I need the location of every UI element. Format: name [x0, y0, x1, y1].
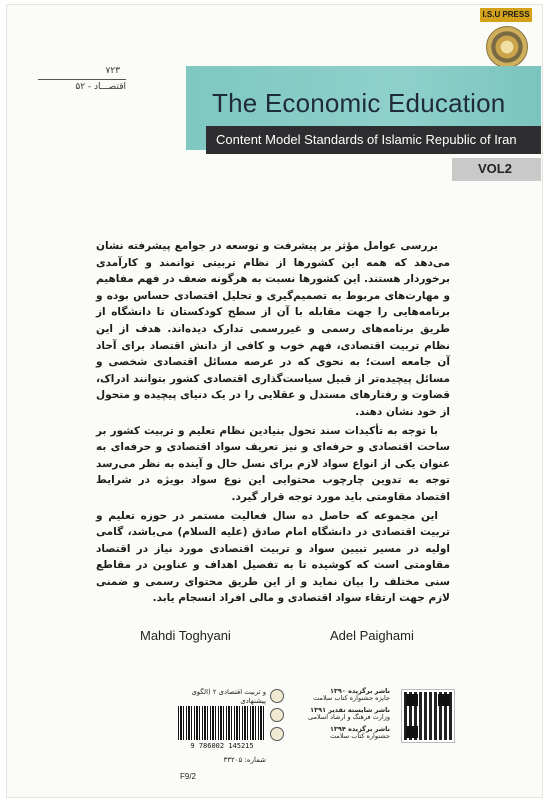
award-title: ناشر برگزیده ۱۳۹۰	[329, 687, 390, 695]
blurb-paragraph: بررسی عوامل مؤثر بر پیشرفت و توسعه در جوامع پیشرفته نشان می‌دهد که همه این کشورها از نظام تربیتی توانمند و کارآمدی برخوردار هستند. این کشورها نسبت به هرگونه ضعف در فهم مفاهیم و مهارت‌های مربوط به تصمیم‌گیری و تحلیل اقتصادی حساس بوده و برنامه‌هایی را جهت مقابله با آن از سطح کودکستان تا دانشگاه از طریق برنامه‌های رسمی و غیررسمی تدارک دیده‌اند. هدف از این نظام تربیت اقتصادی، فهم خوب و کافی از دانش اقتصاد برای آحاد آن جامعه است؛ به نحوی که در عرصه مسائل اقتصادی شخصی و مسائل پیچیده‌تر از قبیل سیاست‌گذاری اقتصادی کشور بتوانند ادراک، قضاوت و رفتارهای مستدل و عقلایی را در یک دنیای پیچیده و متحول از خود نشان دهند.	[96, 240, 450, 418]
emblem-icon	[270, 708, 284, 722]
barcode-icon	[178, 706, 266, 740]
volume-label: VOL2	[478, 161, 512, 176]
emblem-icon	[270, 689, 284, 703]
blurb-paragraph: با توجه به تأکیدات سند تحول بنیادین نظام تعلیم و تربیت کشور بر ساحت اقتصادی و حرفه‌ای و نیز تعریف سواد اقتصادی و حرفه‌ای به عنوان یکی از انواع سواد لازم برای نسل حال و آینده به نظر می‌رسد توجه به تدوین چارچوب محتوایی این نوع سواد بویژه در شرایط اقتصاد مقاومتی باید مورد توجه قرار گیرد.	[96, 424, 450, 503]
award-title: ناشر برگزیده ۱۳۹۴	[329, 725, 390, 733]
award-badges	[270, 688, 390, 745]
catalog-number: ۷۲۳	[105, 66, 120, 76]
f-code: F9/2	[180, 772, 197, 781]
divider	[38, 79, 126, 80]
award-badge	[270, 726, 390, 741]
blurb-text	[96, 238, 450, 607]
author-name: Adel Paighami	[330, 628, 414, 643]
award-subtitle: جشنواره کتاب سلامت	[330, 732, 390, 740]
book-title-line: و تربیت اقتصادی ۲ (الگوی پیشنهادی	[191, 688, 266, 705]
qr-code-icon	[402, 690, 454, 742]
catalog-subject: اقتصـــاد - ۵۲	[75, 82, 126, 92]
publisher-logo	[480, 8, 532, 74]
book-title: The Economic Education	[212, 88, 506, 118]
award-title: ناشر شایسته تقدیر ۱۳۹۱	[310, 706, 390, 714]
award-subtitle: جایزه جشنواره کتاب سلامت	[313, 694, 390, 702]
award-subtitle: وزارت فرهنگ و ارشاد اسلامی	[308, 713, 390, 721]
seal-icon	[486, 26, 528, 68]
blurb-paragraph: این مجموعه که حاصل ده سال فعالیت مستمر در حوزه تعلیم و تربیت اقتصادی در دانشگاه امام صادق (علیه السلام) می‌باشد، گامی اولیه در مسیر تبیین سواد و تربیت اقتصادی مورد نیاز در اقتصاد مقاومتی است که کوشیده تا به تفصیل اهداف و عناوین در مقاطع سنی مختلف را بیان نماید و از این طریق محتوای رسمی و ضمنی لازم جهت ارتقاء سواد اقتصادی و مالی افراد انسجام یابد.	[96, 509, 450, 605]
publisher-logo-label: I.S.U PRESS	[480, 8, 532, 22]
award-badge	[270, 707, 390, 722]
barcode-digits: 9 786002 145215	[190, 742, 254, 750]
catalog-code: شماره: ۳۳۲۰۵	[223, 756, 266, 764]
author-name: Mahdi Toghyani	[140, 628, 231, 643]
emblem-icon	[270, 727, 284, 741]
book-subtitle: Content Model Standards of Islamic Republic of Iran	[216, 132, 517, 147]
award-badge	[270, 688, 390, 703]
